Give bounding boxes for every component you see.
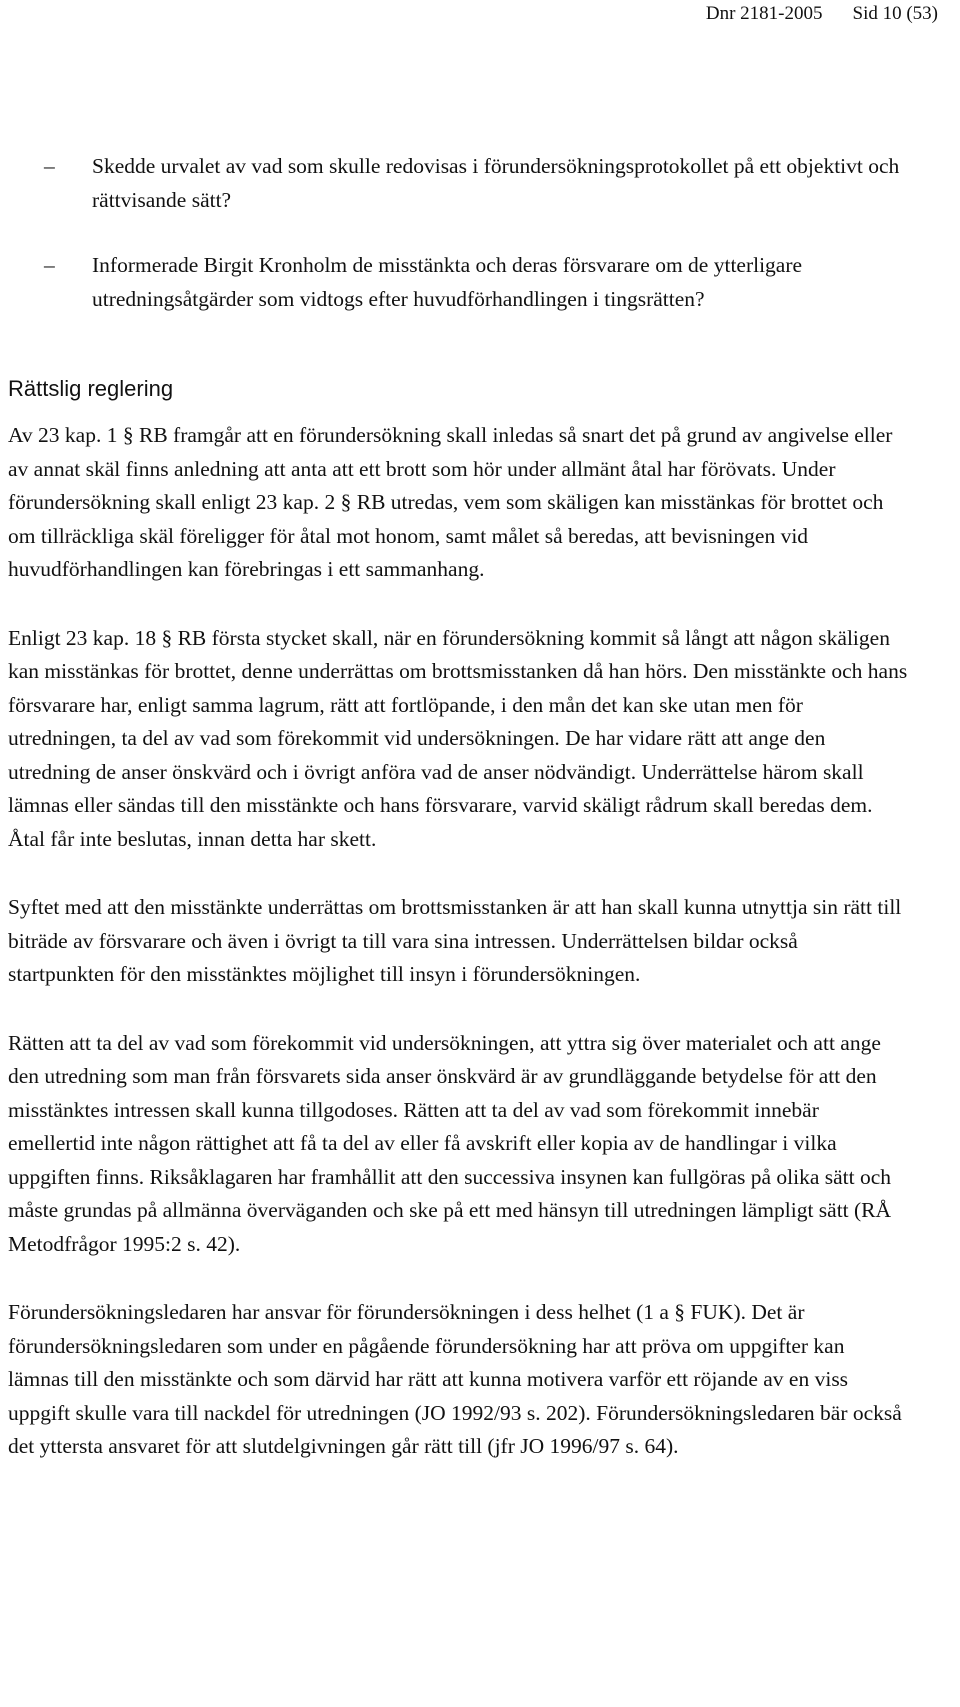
dash-bullet: – xyxy=(44,154,55,178)
page-header xyxy=(706,3,938,25)
paragraph: Enligt 23 kap. 18 § RB första stycket skall, när en förundersökning kommit så långt att någon skäligen kan misstänkas för brottet, denne underrättas om brottsmisstanken då han hörs. Den misstänkte och hans försvarare har, enligt samma lagrum, rätt att fortlöpande, i den mån det kan ske utan men för utredningen, ta del av vad som förekommit vid undersökningen. De har vidare rätt att ange den utredning de anser önskvärd och i övrigt anföra vad de anser nödvändigt. Underrättelse härom skall lämnas eller sändas till den misstänkte och hans försvarare, varvid skäligt rådrum skall beredas dem. Åtal får inte beslutas, innan detta har skett. xyxy=(8,625,908,851)
paragraph: Rätten att ta del av vad som förekommit vid undersökningen, att yttra sig över materialet och att ange den utredning som man från försvarets sida anser önskvärd är av grundläggande betydelse för att den misstänktes intressen skall kunna tillgodoses. Rätten att ta del av vad som förekommit innebär emellertid inte någon rättighet att få ta del av eller få avskrift eller kopia av de handlingar i vilka uppgiften finns. Riksåklagaren har framhållit att den successiva insynen kan fullgöras på olika sätt och måste grundas på allmänna överväganden och ske på ett med hänsyn till utredningen lämpligt sätt (RÅ Metodfrågor 1995:2 s. 42). xyxy=(8,1030,892,1256)
section-body xyxy=(8,419,908,1499)
question-text: Informerade Birgit Kronholm de misstänkta och deras försvarare om de ytterligare utredningsåtgärder som vidtogs efter huvudförhandlingen i tingsrätten? xyxy=(92,253,803,311)
question-text: Skedde urvalet av vad som skulle redovisas i förundersökningsprotokollet på ett objektivt och rättvisande sätt? xyxy=(92,154,900,212)
dash-bullet: – xyxy=(44,253,55,277)
list-item xyxy=(0,150,960,217)
page-number: Sid 10 (53) xyxy=(852,3,938,24)
section-heading: Rättslig reglering xyxy=(8,376,174,401)
question-list xyxy=(0,150,960,348)
list-item xyxy=(0,249,960,316)
paragraph: Av 23 kap. 1 § RB framgår att en förundersökning skall inledas så snart det på grund av angivelse eller av annat skäl finns anledning att anta att ett brott som hör under allmänt åtal har förövats. Under förundersökning skall enligt 23 kap. 2 § RB utredas, vem som skäligen kan misstänkas för brottet och om tillräckliga skäl föreligger för åtal mot honom, samt målet så beredas, att bevisningen vid huvudförhandlingen kan förebringas i ett sammanhang. xyxy=(8,423,893,581)
paragraph: Syftet med att den misstänkte underrättas om brottsmisstanken är att han skall kunna utnyttja sin rätt till biträde av försvarare och även i övrigt ta till vara sina intressen. Underrättelsen bildar också startpunkten för den misstänktes möjlighet till insyn i förundersökningen. xyxy=(8,895,902,986)
paragraph: Förundersökningsledaren har ansvar för förundersökningen i dess helhet (1 a § FUK). Det är förundersökningsledaren som under en pågående förundersökning har att pröva om uppgifter kan lämnas till den misstänkte och som därvid har rätt att kunna motivera varför ett röjande av en viss uppgift skulle vara till nackdel för utredningen (JO 1992/93 s. 202). Förundersökningsledaren bär också det yttersta ansvaret för att slutdelgivningen går rätt till (jfr JO 1996/97 s. 64). xyxy=(8,1300,902,1458)
case-number: Dnr 2181-2005 xyxy=(705,3,823,24)
